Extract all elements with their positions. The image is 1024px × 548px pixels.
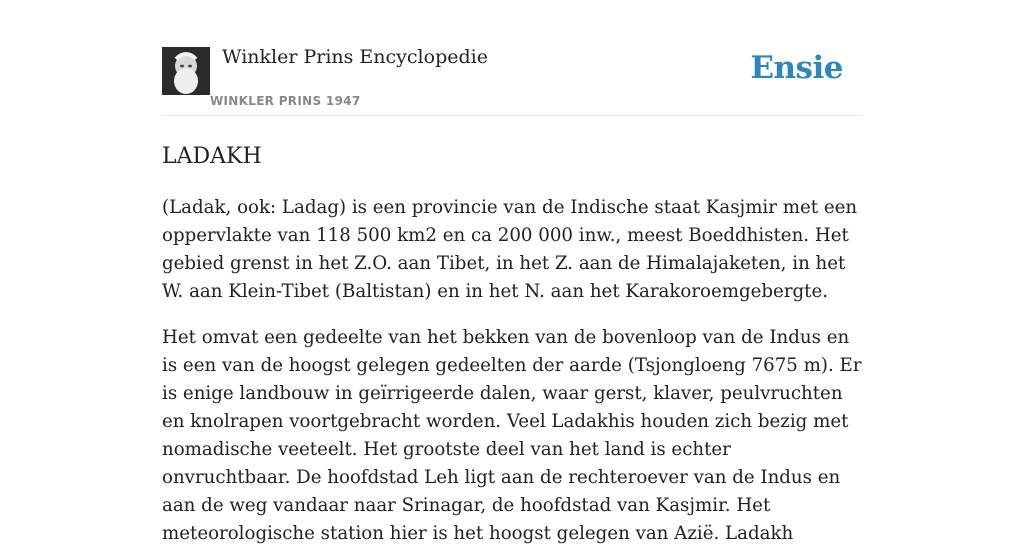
article-body (162, 194, 862, 548)
site-header (162, 0, 862, 116)
author-avatar[interactable] (162, 47, 210, 95)
ensie-logo[interactable]: Ensie (750, 50, 843, 86)
article-paragraph: (Ladak, ook: Ladag) is een provincie van de Indische staat Kasjmir met een oppervlakte van 118 500 km2 en ca 200 000 inw., meest Boeddhisten. Het gebied grenst in het Z.O. aan Tibet, in het Z. aan de Himalajaketen, in het W. aan Klein-Tibet (Baltistan) en in het N. aan het Karakoroemgebergte. (162, 197, 858, 302)
article-paragraph: Het omvat een gedeelte van het bekken van de bovenloop van de Indus en is een van de hoogst gelegen gedeelten der aarde (Tsjongloeng 7675 m). Er is enige landbouw in geïrrigeerde dalen, waar gerst, klaver, peulvruchten en knolrapen voortgebracht worden. Veel Ladakhis houden zich bezig met nomadische veeteelt. Het grootste deel van het land is echter onvruchtbaar. De hoofdstad Leh ligt aan de rechteroever van de Indus en aan de weg vandaar naar Srinagar, de hoofdstad van Kasjmir. Het meteorologische station hier is het hoogst gelegen van Azië. Ladakh (162, 327, 862, 544)
page (162, 0, 862, 544)
article-title: LADAKH (162, 144, 262, 169)
portrait-icon (162, 47, 210, 95)
site-subtitle: WINKLER PRINS 1947 (210, 94, 361, 108)
site-title[interactable]: Winkler Prins Encyclopedie (222, 46, 488, 68)
